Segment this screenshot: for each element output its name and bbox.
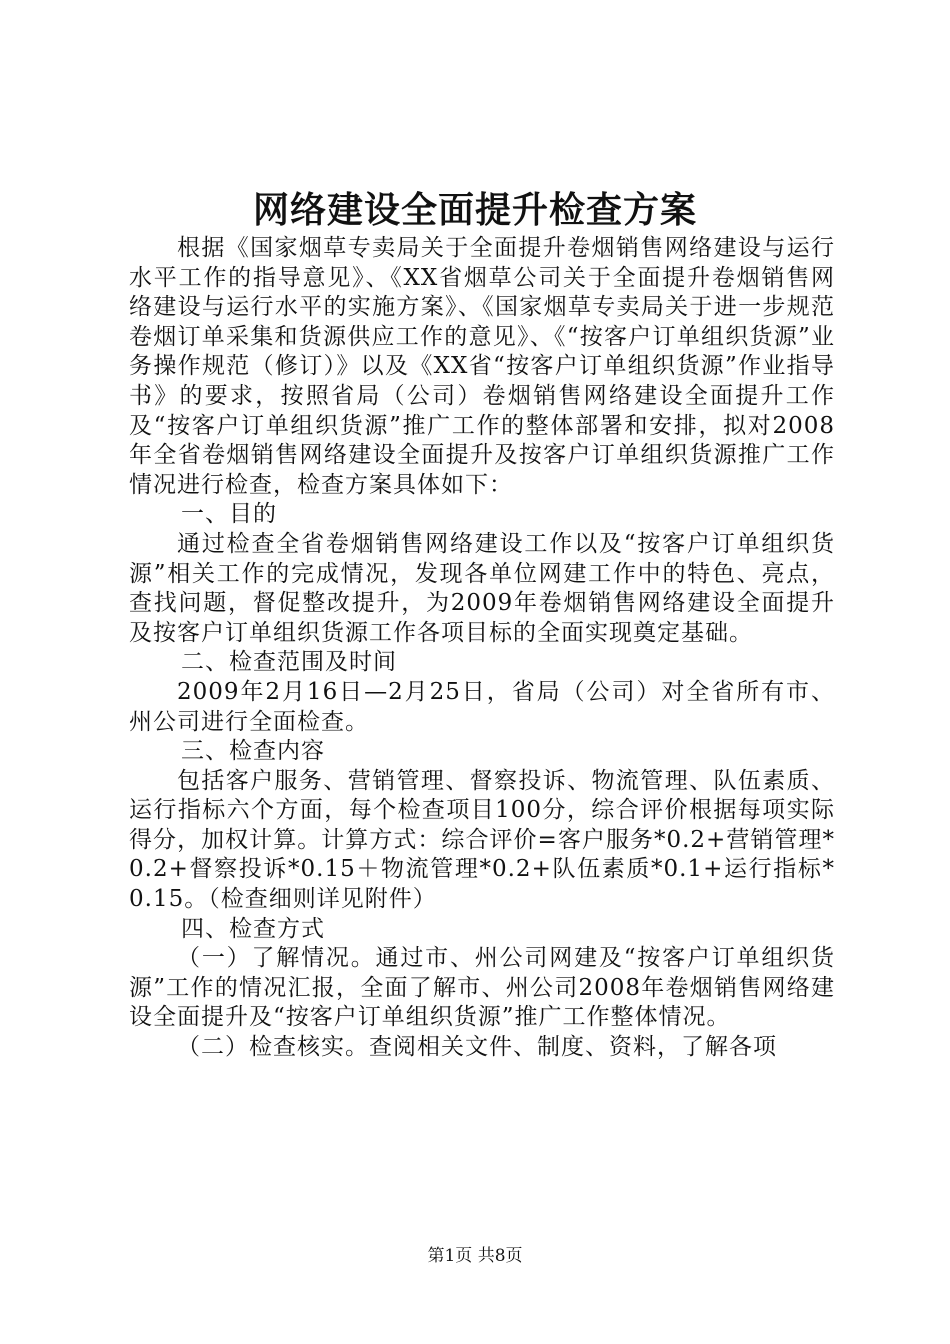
- content-paragraph: 包括客户服务、营销管理、督察投诉、物流管理、队伍素质、运行指标六个方面，每个检查项目100分，综合评价根据每项实际得分，加权计算。计算方式：综合评价=客户服务*0.2+营销管理*0.2+督察投诉*0.15＋物流管理*0.2+队伍素质*0.1+运行指标*0.15。（检查细则详见附件）: [129, 767, 835, 913]
- document-body: [129, 234, 835, 1063]
- section-heading-purpose: 一、目的: [181, 501, 277, 528]
- scope-time-paragraph: 2009年2月16日—2月25日，省局（公司）对全省所有市、州公司进行全面检查。: [129, 678, 835, 735]
- page-footer: 第1页 共8页: [427, 1246, 523, 1266]
- section-heading-scope-time: 二、检查范围及时间: [181, 649, 397, 676]
- method-paragraph-1: （一）了解情况。通过市、州公司网建及“按客户订单组织货源”工作的情况汇报，全面了解市、州公司2008年卷烟销售网络建设全面提升及“按客户订单组织货源”推广工作整体情况。: [129, 945, 835, 1031]
- document-title: 网络建设全面提升检查方案: [252, 189, 697, 231]
- intro-paragraph: 根据《国家烟草专卖局关于全面提升卷烟销售网络建设与运行水平工作的指导意见》、《XX省烟草公司关于全面提升卷烟销售网络建设与运行水平的实施方案》、《国家烟草专卖局关于进一步规范卷烟订单采集和货源供应工作的意见》、《“按客户订单组织货源”业务操作规范（修订）》以及《XX省“按客户订单组织货源”作业指导书》的要求，按照省局（公司）卷烟销售网络建设全面提升工作及“按客户订单组织货源”推广工作的整体部署和安排，拟对2008年全省卷烟销售网络建设全面提升及按客户订单组织货源推广工作情况进行检查，检查方案具体如下：: [129, 235, 835, 498]
- method-paragraph-2: （二）检查核实。查阅相关文件、制度、资料，了解各项: [177, 1034, 777, 1061]
- section-heading-content: 三、检查内容: [181, 738, 325, 765]
- section-heading-method: 四、检查方式: [181, 915, 325, 942]
- purpose-paragraph: 通过检查全省卷烟销售网络建设工作以及“按客户订单组织货源”相关工作的完成情况，发现各单位网建工作中的特色、亮点，查找问题，督促整改提升，为2009年卷烟销售网络建设全面提升及按客户订单组织货源工作各项目标的全面实现奠定基础。: [129, 530, 835, 646]
